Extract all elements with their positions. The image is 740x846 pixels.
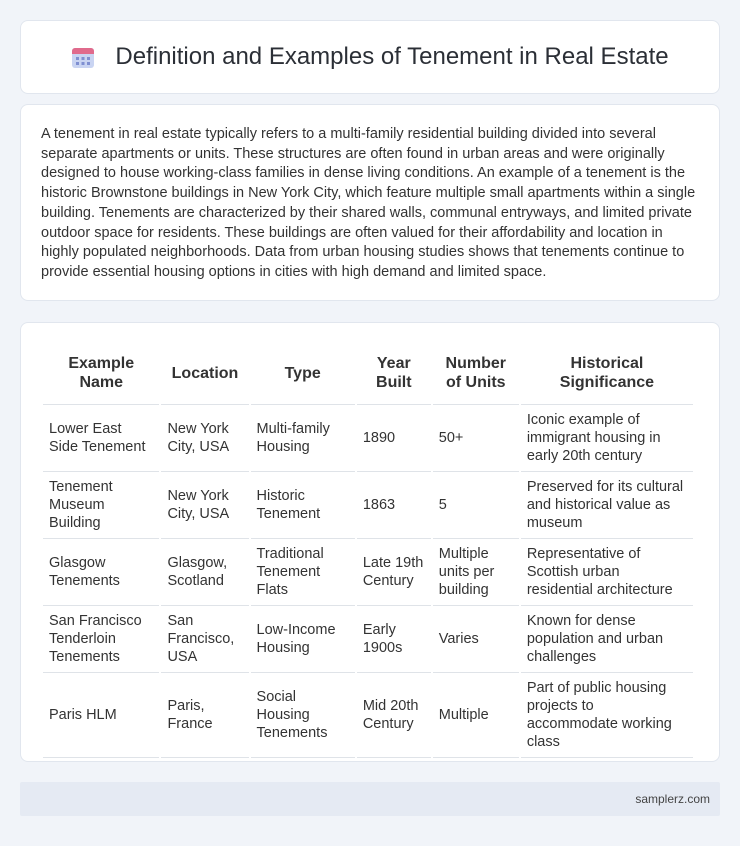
header-type: Type (251, 342, 355, 405)
cell-type: Low-Income Housing (251, 606, 355, 673)
cell-year-built: Late 19th Century (357, 539, 431, 606)
cell-year-built: Mid 20th Century (357, 673, 431, 758)
cell-example-name: Paris HLM (43, 673, 159, 758)
cell-number-of-units: Multiple (433, 673, 519, 758)
cell-historical-significance: Known for dense population and urban challenges (521, 606, 693, 673)
header-year-built: Year Built (357, 342, 431, 405)
cell-type: Traditional Tenement Flats (251, 539, 355, 606)
examples-table (41, 342, 695, 758)
table-row (43, 472, 693, 539)
cell-historical-significance: Representative of Scottish urban residential architecture (521, 539, 693, 606)
cell-number-of-units: 5 (433, 472, 519, 539)
cell-historical-significance: Part of public housing projects to accommodate working class (521, 673, 693, 758)
cell-type: Social Housing Tenements (251, 673, 355, 758)
cell-example-name: Tenement Museum Building (43, 472, 159, 539)
cell-example-name: Lower East Side Tenement (43, 405, 159, 472)
cell-type: Multi-family Housing (251, 405, 355, 472)
table-row (43, 606, 693, 673)
cell-number-of-units: Multiple units per building (433, 539, 519, 606)
cell-location: Paris, France (161, 673, 248, 758)
cell-historical-significance: Iconic example of immigrant housing in early 20th century (521, 405, 693, 472)
cell-example-name: Glasgow Tenements (43, 539, 159, 606)
cell-location: New York City, USA (161, 405, 248, 472)
header-example-name: Example Name (43, 342, 159, 405)
table-header-row (43, 342, 693, 405)
cell-location: Glasgow, Scotland (161, 539, 248, 606)
cell-year-built: 1863 (357, 472, 431, 539)
cell-number-of-units: Varies (433, 606, 519, 673)
header-number-of-units: Number of Units (433, 342, 519, 405)
title-card (20, 20, 720, 94)
header-historical-significance: Historical Significance (521, 342, 693, 405)
footer (20, 782, 720, 816)
cell-historical-significance: Preserved for its cultural and historical value as museum (521, 472, 693, 539)
cell-number-of-units: 50+ (433, 405, 519, 472)
table-row (43, 673, 693, 758)
cell-location: New York City, USA (161, 472, 248, 539)
intro-paragraph: A tenement in real estate typically refers to a multi-family residential building divided into several separate apartments or units. These structures are often found in urban areas and were originally designed to house working-class families in dense living conditions. An example of a tenement is the historic Brownstone buildings in New York City, which feature multiple small apartments within a single building. Tenements are characterized by their shared walls, communal entryways, and limited private outdoor space for residents. These buildings are often valued for their affordability and location in highly populated neighborhoods. Data from urban housing studies shows that tenements continue to provide essential housing options in cities with high demand and limited space. (41, 126, 696, 280)
table-row (43, 539, 693, 606)
footer-brand[interactable]: samplerz.com (635, 792, 710, 806)
table-row (43, 405, 693, 472)
cell-year-built: 1890 (357, 405, 431, 472)
table-card (20, 322, 720, 762)
cell-location: San Francisco, USA (161, 606, 248, 673)
cell-example-name: San Francisco Tenderloin Tenements (43, 606, 159, 673)
intro-card (20, 104, 720, 301)
header-location: Location (161, 342, 248, 405)
cell-year-built: Early 1900s (357, 606, 431, 673)
page-title: Definition and Examples of Tenement in Real Estate (115, 43, 669, 70)
calendar-icon (71, 45, 95, 69)
cell-type: Historic Tenement (251, 472, 355, 539)
